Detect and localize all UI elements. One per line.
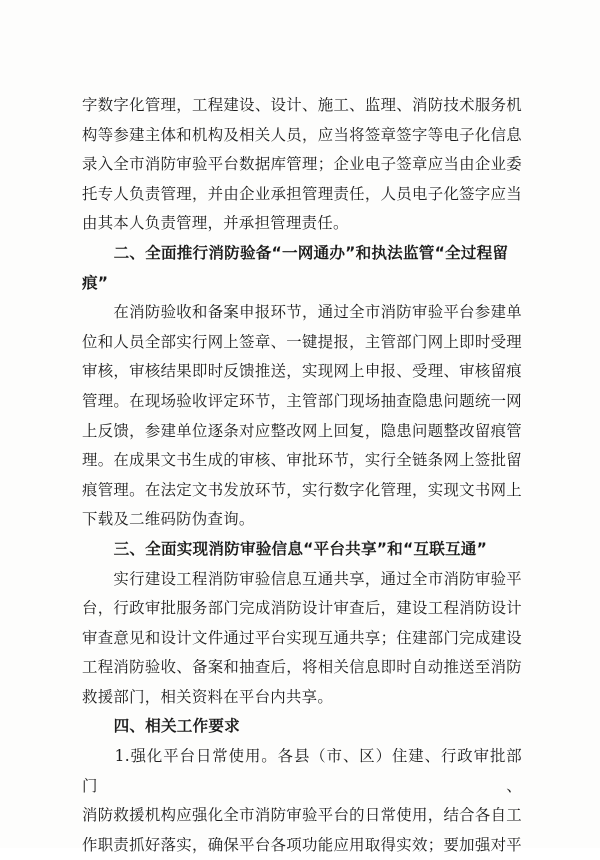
heading-line: 四、相关工作要求	[82, 717, 240, 736]
text-line: 实行建设工程消防审验信息互通共享，通过全市消防审验平	[82, 569, 522, 588]
text-line: 作职责抓好落实，确保平台各项功能应用取得实效；要加强对平	[82, 835, 522, 854]
text-line: 位和人员全部实行网上签章、一键提报，主管部门网上即时受理	[82, 332, 522, 351]
section2-paragraph	[82, 298, 522, 535]
text-line: 在消防验收和备案申报环节，通过全市消防审验平台参建单	[82, 303, 522, 322]
section3-paragraph	[82, 565, 522, 713]
document-body	[82, 91, 522, 860]
heading-line: 二、全面推行消防验备“一网通办”和执法监管“全过程留	[82, 243, 509, 262]
text-line: 1.强化平台日常使用。各县（市、区）住建、行政审批部门、	[82, 747, 522, 795]
text-line: 审核，审核结果即时反馈推送，实现网上申报、受理、审核留痕	[82, 362, 522, 381]
text-line: 录入全市消防审验平台数据库管理；企业电子签章应当由企业委	[82, 155, 522, 174]
text-line: 管理。在现场验收评定环节，主管部门现场抽查隐患问题统一网	[82, 391, 522, 410]
section4-heading	[82, 712, 522, 742]
text-line: 由其本人负责管理，并承担管理责任。	[82, 214, 349, 233]
text-line: 审查意见和设计文件通过平台实现互通共享；住建部门完成建设	[82, 628, 522, 647]
section1-tail-paragraph	[82, 91, 522, 239]
text-line: 救援部门，相关资料在平台内共享。	[82, 687, 334, 706]
text-line: 工程消防验收、备案和抽查后，将相关信息即时自动推送至消防	[82, 658, 522, 677]
text-line: 痕管理。在法定文书发放环节，实行数字化管理，实现文书网上	[82, 480, 522, 499]
text-line: 下载及二维码防伪查询。	[82, 510, 255, 529]
heading-line: 痕”	[82, 273, 109, 292]
section3-heading	[82, 535, 522, 565]
text-line: 上反馈，参建单位逐条对应整改网上回复，隐患问题整改留痕管	[82, 421, 522, 440]
section2-heading	[82, 239, 522, 298]
heading-line: 三、全面实现消防审验信息“平台共享”和“互联互通”	[82, 539, 488, 558]
section4-paragraph	[82, 742, 522, 860]
text-line: 构等参建主体和机构及相关人员，应当将签章签字等电子化信息	[82, 125, 522, 144]
text-line: 托专人负责管理，并由企业承担管理责任，人员电子化签字应当	[82, 184, 522, 203]
text-line: 字数字化管理，工程建设、设计、施工、监理、消防技术服务机	[82, 96, 522, 114]
text-line: 理。在成果文书生成的审核、审批环节，实行全链条网上签批留	[82, 451, 522, 470]
text-line: 台，行政审批服务部门完成消防设计审查后，建设工程消防设计	[82, 599, 522, 618]
text-line: 消防救援机构应强化全市消防审验平台的日常使用，结合各自工	[82, 806, 522, 825]
